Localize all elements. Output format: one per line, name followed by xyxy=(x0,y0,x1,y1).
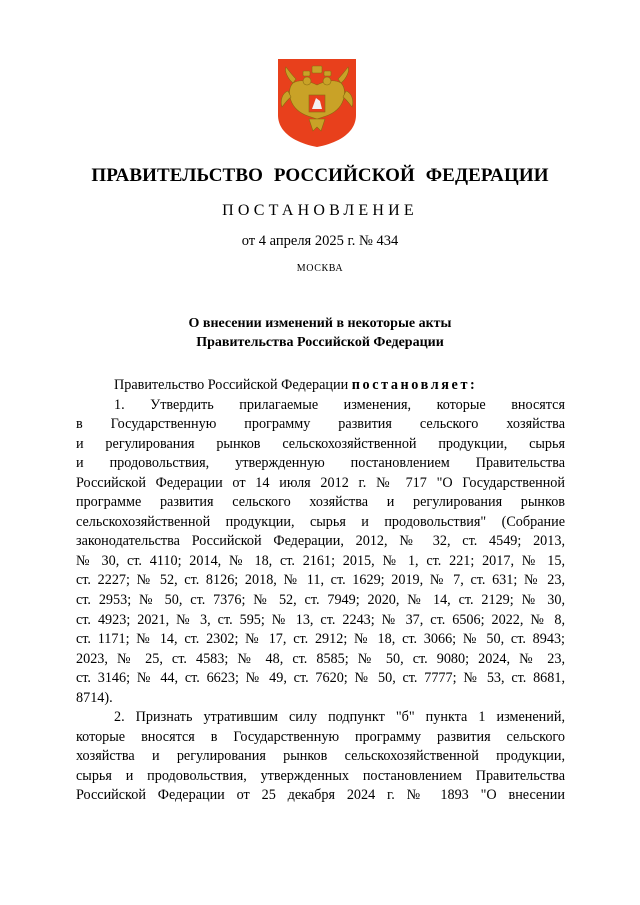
paragraph-1-line: 1. Утвердить прилагаемые изменения, которые вносятся xyxy=(114,396,565,413)
document-heading xyxy=(0,314,640,352)
paragraph-2-line: Российской Федерации от 25 декабря 2024 г. № 1893 "О внесении xyxy=(76,787,565,804)
document-date-number: от 4 апреля 2025 г. № 434 xyxy=(241,233,399,249)
preamble-text: Правительство Российской Федерации xyxy=(114,377,352,393)
paragraph-1-line: 2023, № 25, ст. 4583; № 48, ст. 8585; № 50, ст. 9080; 2024, № 23, xyxy=(76,650,565,667)
heading-line-2: Правительства Российской Федерации xyxy=(196,335,444,350)
paragraph-1-line: ст. 1171; № 14, ст. 2302; № 17, ст. 2912; № 18, ст. 3066; № 50, ст. 8943; xyxy=(76,631,565,648)
paragraph-1-line: ст. 2227; № 52, ст. 8126; 2018, № 11, ст. 1629; 2019, № 7, ст. 631; № 23, xyxy=(76,572,565,589)
government-title: ПРАВИТЕЛЬСТВО РОССИЙСКОЙ ФЕДЕРАЦИИ xyxy=(91,165,549,186)
paragraph-1-line: 8714). xyxy=(76,689,113,706)
paragraph-2-line: сырья и продовольствия, утвержденных постановлением Правительства xyxy=(76,767,565,784)
document-type: ПОСТАНОВЛЕНИЕ xyxy=(222,202,418,219)
paragraph-2-line: которые вносятся в Государственную программу развития сельского xyxy=(76,728,565,745)
paragraph-2-line: 2. Признать утратившим силу подпункт "б" пункта 1 изменений, xyxy=(114,709,565,726)
decree-word: постановляет: xyxy=(351,377,478,393)
paragraph-2-line: хозяйства и регулирования рынков сельскохозяйственной продукции, xyxy=(76,748,565,765)
coat-of-arms-icon xyxy=(276,57,358,148)
paragraph-1-line: ст. 2953; № 50, ст. 7376; № 52, ст. 7949; 2020, № 14, ст. 2129; № 30, xyxy=(76,592,565,609)
paragraph-1-line: законодательства Российской Федерации, 2012, № 32, ст. 4549; 2013, xyxy=(76,533,565,550)
preamble xyxy=(76,376,565,396)
paragraph-1-line: ст. 3146; № 44, ст. 6623; № 49, ст. 7620; № 50, ст. 7777; № 53, ст. 8681, xyxy=(76,670,565,687)
paragraph-1-line: в Государственную программу развития сельского хозяйства xyxy=(76,416,565,433)
paragraph-1-line: и регулирования рынков сельскохозяйственной продукции, сырья xyxy=(76,435,565,452)
paragraph-1-line: и продовольствия, утвержденную постановлением Правительства xyxy=(76,455,565,472)
heading-line-1: О внесении изменений в некоторые акты xyxy=(188,316,452,331)
paragraph-1-line: сельскохозяйственной продукции, сырья и продовольствия" (Собрание xyxy=(76,513,565,530)
paragraph-1-line: ст. 4923; 2021, № 3, ст. 595; № 13, ст. 2243; № 37, ст. 6506; 2022, № 8, xyxy=(76,611,565,628)
paragraph-1-line: № 30, ст. 4110; 2014, № 18, ст. 2161; 2015, № 1, ст. 221; 2017, № 15, xyxy=(76,552,565,569)
document-city: МОСКВА xyxy=(296,263,344,274)
paragraph-1-line: программе развития сельского хозяйства и регулирования рынков xyxy=(76,494,565,511)
document-body xyxy=(76,376,565,806)
paragraph-1-line: Российской Федерации от 14 июля 2012 г. № 717 "О Государственной xyxy=(76,474,565,491)
